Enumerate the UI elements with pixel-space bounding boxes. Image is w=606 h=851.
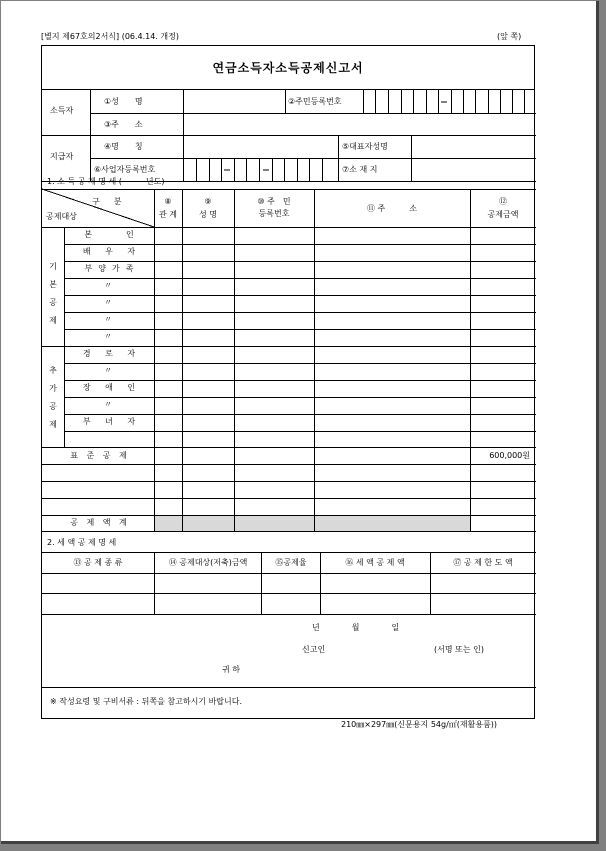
section2-title: 2. 세 액 공 제 명 세 [47, 538, 117, 547]
col12-number: ⑫ [499, 197, 507, 206]
total-deduction-label: 공 제 액 계 [70, 518, 130, 527]
additional-group-label: 추가공제 [49, 366, 57, 429]
payer-location-label: ⑦소 재 지 [342, 165, 378, 174]
basic-row-label: 〃 [104, 281, 112, 290]
sign-signature: (서명 또는 인) [434, 645, 484, 654]
col10-label-b: 등록번호 [258, 209, 290, 218]
sign-recipient: 귀 하 [222, 665, 240, 674]
col12-label: 공제금액 [487, 210, 519, 219]
col8-label: 관 계 [159, 210, 177, 219]
basic-row-label: 〃 [104, 298, 112, 307]
total-shade [154, 515, 470, 531]
col11-label: ⑪ 주 소 [367, 204, 417, 213]
col9-number: ⑨ [204, 197, 212, 206]
payer-name-label: ④명 칭 [104, 142, 143, 151]
payer-group-label: 지급자 [50, 152, 74, 161]
filing-form [41, 45, 535, 719]
section2-col-credit: ⑯ 세 액 공 제 액 [345, 558, 405, 567]
additional-row-label: 부 녀 자 [82, 417, 142, 426]
standard-deduction-label: 표 준 공 제 [70, 451, 130, 460]
paper-spec: 210㎜×297㎜(신문용지 54g/㎡(재활용품)) [341, 720, 498, 729]
col-gubun: 구 분 [92, 197, 125, 206]
additional-row-label: 〃 [104, 366, 112, 375]
col10-label-a: ⑩ 주 민 [257, 197, 291, 206]
col9-label: 성 명 [199, 210, 217, 219]
taxpayer-rrn-label: ②주민등록번호 [288, 97, 342, 106]
form-page [1, 1, 599, 844]
standard-deduction-amount: 600,000원 [489, 451, 530, 460]
basic-row-label: 본 인 [84, 230, 140, 239]
sign-date: 년 월 일 [312, 623, 400, 632]
section1-title: 1. 소 득 공 제 명 세 ( 년도) [47, 177, 165, 186]
basic-row-label: 〃 [104, 332, 112, 341]
payer-bizno-label: ⑥사업자등록번호 [94, 165, 156, 174]
taxpayer-address-label: ③주 소 [104, 120, 143, 129]
section2-col-type: ⑬ 공 제 종 류 [73, 558, 123, 567]
form-title: 연금소득자소득공제신고서 [42, 46, 534, 90]
notice-text: ※ 작성요령 및 구비서류 : 뒤쪽을 참고하시기 바랍니다. [50, 697, 243, 706]
section2-col-amount: ⑭ 공제대상(저축)금액 [168, 558, 248, 567]
taxpayer-group-label: 소득자 [50, 106, 74, 115]
basic-row-label: 부양가족 [84, 264, 140, 273]
basic-row-label: 〃 [104, 315, 112, 324]
additional-row-label: 장 애 인 [82, 383, 142, 392]
section2-col-limit: ⑰ 공 제 한 도 액 [453, 558, 513, 567]
additional-row-label: 경 로 자 [82, 349, 142, 358]
taxpayer-name-label: ①성 명 [104, 97, 143, 106]
section2-col-rate: ⑮공제율 [275, 558, 307, 567]
col8-number: ⑧ [164, 197, 172, 206]
form-number: [별지 제67호의2서식] (06.4.14. 개정) [41, 32, 180, 41]
additional-row-label: 〃 [104, 400, 112, 409]
basic-row-label: 배 우 자 [82, 247, 142, 256]
payer-rep-label: ⑤대표자성명 [342, 142, 388, 151]
sign-filer: 신고인 [302, 645, 326, 654]
basic-group-label: 기본공제 [49, 262, 57, 325]
col-target: 공제대상 [46, 212, 77, 221]
page-side-label: (앞 쪽) [497, 32, 522, 41]
